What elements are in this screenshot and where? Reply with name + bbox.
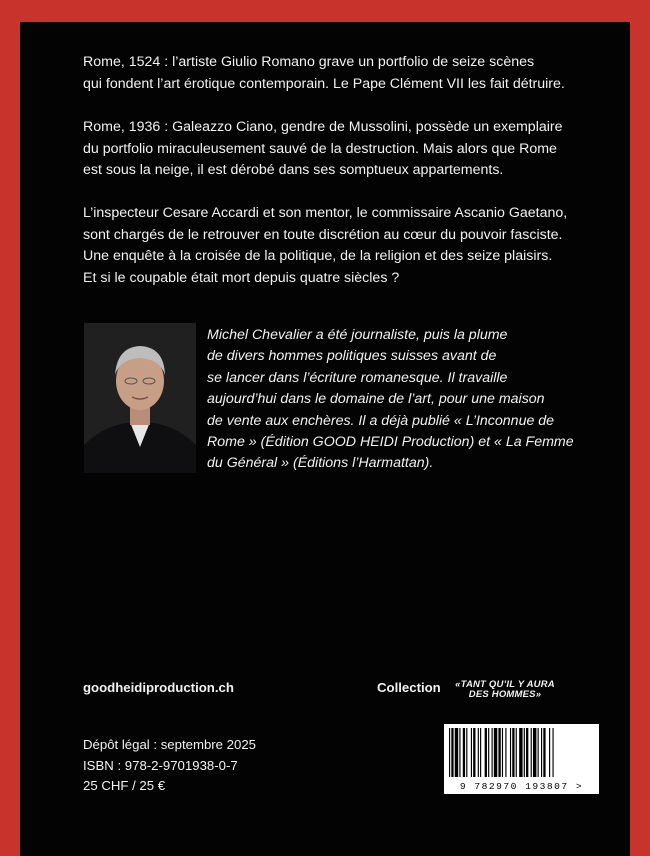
barcode-bar — [485, 728, 487, 777]
barcode-bar — [533, 728, 536, 777]
author-portrait-icon — [84, 323, 196, 473]
barcode-bar — [519, 728, 522, 777]
barcode-bar — [549, 728, 550, 777]
barcode-bar — [466, 728, 467, 777]
back-cover — [20, 22, 630, 856]
barcode-bar — [526, 728, 528, 777]
barcode-bar — [531, 728, 532, 777]
barcode-icon — [447, 728, 596, 777]
barcode-bar — [512, 728, 514, 777]
barcode-bar — [471, 728, 472, 777]
barcode-digits: 9 782970 193807 > — [459, 781, 584, 792]
barcode-bar — [455, 728, 458, 777]
barcode-bar — [480, 728, 481, 777]
barcode-bar — [505, 728, 506, 777]
barcode-bar — [502, 728, 503, 777]
collection-name: «TANT QU’IL Y AURA DES HOMMES» — [455, 679, 555, 700]
barcode-bar — [488, 728, 489, 777]
barcode-bar — [541, 728, 542, 777]
barcode — [444, 724, 599, 794]
barcode-bar — [510, 728, 511, 777]
collection-label: Collection — [377, 680, 441, 695]
barcode-bar — [459, 728, 460, 777]
barcode-bar — [538, 728, 539, 777]
synopsis-paragraph-3: L’inspecteur Cesare Accardi et son mentor, le commissaire Ascanio Gaetano, sont chargés de le retrouver en toute discrétion au cœur du pouvoir fasciste. Une enquête à la croisée de la politique, de la religion et des seize plaisirs. Et si le coupable était mort depuis quatre siècles ? — [83, 205, 568, 286]
barcode-bar — [449, 728, 450, 777]
barcode-bar — [516, 728, 517, 777]
barcode-bar — [463, 728, 465, 777]
price: 25 CHF / 25 € — [83, 778, 166, 793]
legal-info — [83, 735, 256, 797]
barcode-bar — [494, 728, 497, 777]
barcode-bar — [498, 728, 500, 777]
barcode-bar — [478, 728, 479, 777]
author-bio: Michel Chevalier a été journaliste, puis la plume de divers hommes politiques suisses avant de se lancer dans l’écriture romanesque. Il travaille aujourd’hui dans le domaine de l’art, pour une maison de vente aux enchères. Il a déjà publié « L’Inconnue de Rome » (Édition GOOD HEIDI Production) et « La Femme du Général » (Éditions l’Harmattan). — [207, 327, 574, 472]
barcode-bar — [451, 728, 453, 777]
synopsis-paragraph-2: Rome, 1936 : Galeazzo Ciano, gendre de Mussolini, possède un exemplaire du portfolio miraculeusement sauvé de la destruction. Mais alors que Rome est sous la neige, il est dérobé dans ses somptueux appartements. — [83, 119, 563, 178]
author-photo — [84, 323, 196, 473]
legal-deposit: Dépôt légal : septembre 2025 — [83, 737, 257, 752]
barcode-bar — [553, 728, 554, 777]
barcode-bar — [524, 728, 525, 777]
barcode-bar — [473, 728, 475, 777]
publisher-website: goodheidiproduction.ch — [83, 680, 234, 695]
barcode-bar — [492, 728, 493, 777]
barcode-bar — [543, 728, 545, 777]
synopsis-paragraph-1: Rome, 1524 : l’artiste Giulio Romano grave un portfolio de seize scènes qui fondent l’art érotique contemporain. Le Pape Clément VII les fait détruire. — [83, 54, 565, 92]
isbn: ISBN : 978-2-9701938-0-7 — [83, 757, 238, 773]
